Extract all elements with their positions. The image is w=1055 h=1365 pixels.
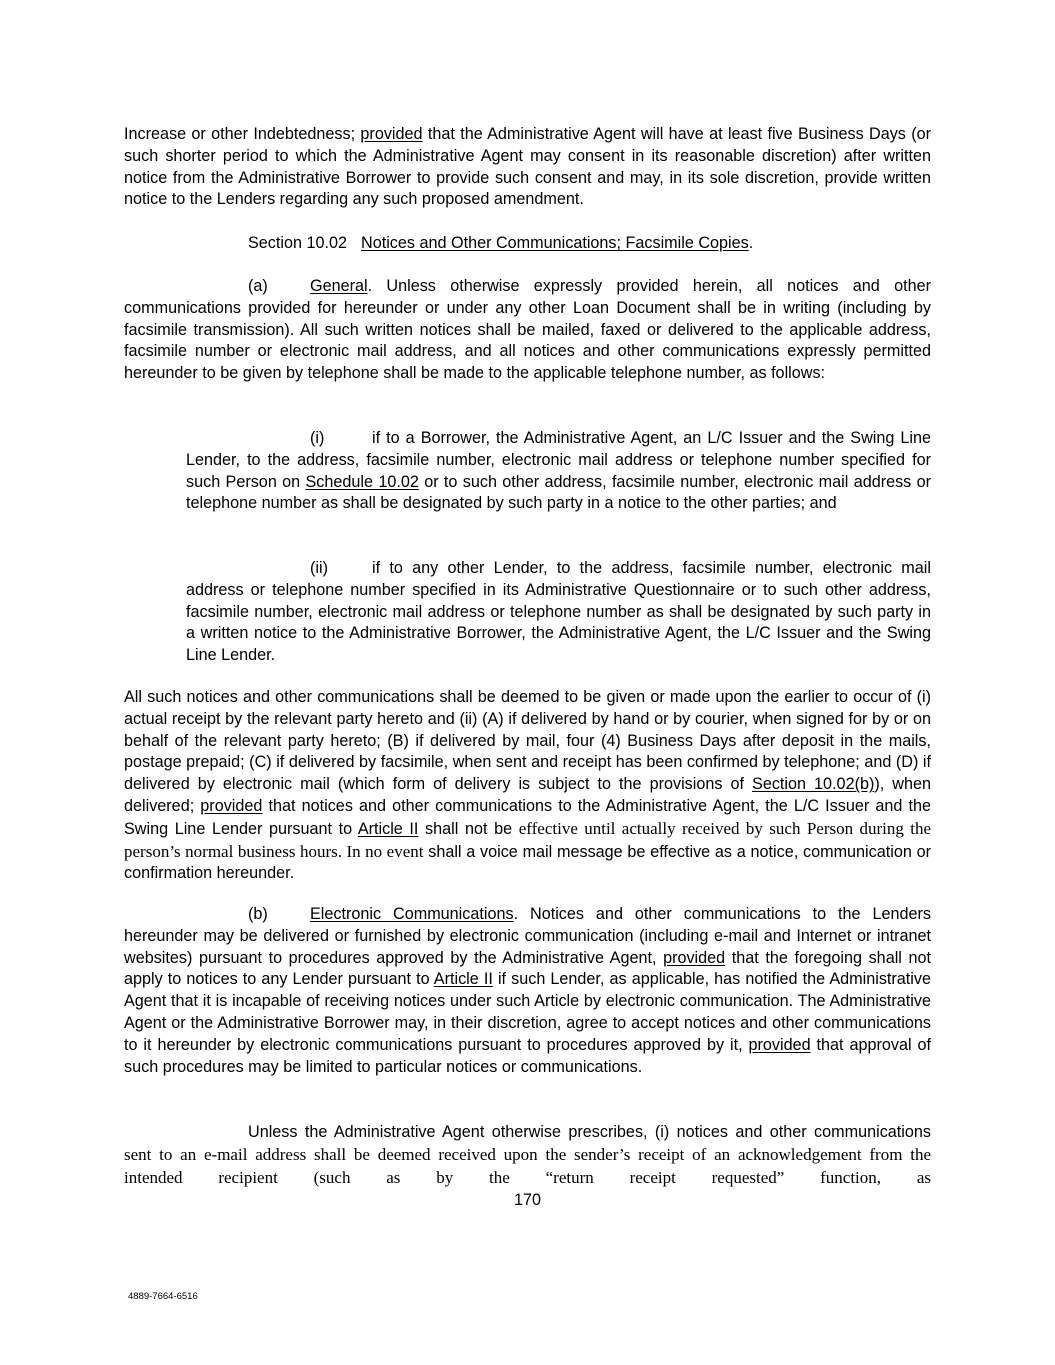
text-run: that notices and other communications to the Administrative Agent, the L/C Issuer and the Swing Line Lender pursuant to [124,796,931,838]
section-number: Section 10.02 [248,234,347,252]
article-reference: Article II [357,819,419,838]
text-run: . Notices and other communications to the Lenders hereunder may be delivered or furnished by electronic communication (including e-mail and Internet or intranet websites) pursuant to procedures approved by the Administrative Agent, [124,905,931,967]
text-run: All such notices and other communications shall be deemed to be given or made upon the earlier to occur of (i) actual receipt by the relevant party hereto and (ii) (A) if delivered by hand or by courier, when signed for by or on behalf of the relevant party hereto; (B) if delivered by mail, four (4) Business Days after deposit in the mails, postage prepaid; (C) if delivered by facsimile, when sent and receipt has been confirmed by telephone; and (D) if delivered by electronic mail (which form of delivery is subject to the provisions of [124,688,931,794]
underlined-term: provided [748,1035,811,1054]
item-label: (ii) [310,559,328,577]
text-run: shall a voice mail message be effective as a notice, communication or confirmation hereunder. [124,842,931,883]
text-run: that the foregoing shall not apply to notices to any Lender pursuant to [124,948,931,989]
paragraph-delivery-timing [124,687,931,885]
clause-heading: General [310,277,368,295]
text-run: . Unless otherwise expressly provided herein, all notices and other communications provided for hereunder or under any other Loan Document shall be in writing (including by facsimile transmission). All such written notices shall be mailed, faxed or delivered to the applicable address, facsimile number or electronic mail address, and all notices and other communications expressly permitted hereunder to be given by telephone shall be made to the applicable telephone number, as follows: [124,277,931,383]
section-heading: Section 10.02 Notices and Other Communications; Facsimile Copies. [248,234,754,252]
clause-label: (b) [248,905,268,923]
paragraph-unless [124,1121,931,1189]
text-run: shall not be [418,819,519,838]
schedule-reference: Schedule 10.02 [305,472,419,491]
paragraph-b-electronic [124,904,931,1078]
clause-label: (a) [248,277,268,295]
item-i [186,428,931,515]
paragraph-continuation [124,124,931,211]
text-run: if to a Borrower, the Administrative Agent, an L/C Issuer and the Swing Line Lender, to the address, facsimile number, electronic mail address or telephone number specified for such Person on [186,429,931,491]
paragraph-a-general [124,276,931,385]
serif-text-run: sent to an e-mail address shall be deemed received upon the sender’s receipt of an acknowledgement from the intended recipient (such as by the “return receipt requested” function, as [124,1144,931,1187]
text-run: Increase or other Indebtedness; [124,125,361,143]
item-label: (i) [310,429,325,447]
text-run: or to such other address, facsimile number, electronic mail address or telephone number as shall be designated by such party in a notice to the other parties; and [186,472,932,513]
text-run: if to any other Lender, to the address, facsimile number, electronic mail address or telephone number specified in its Administrative Questionnaire or to such other address, facsimile number, electronic mail address or telephone number as shall be designated by such party in a written notice to the Administrative Borrower, the Administrative Agent, the L/C Issuer and the Swing Line Lender. [186,559,931,665]
document-id: 4889-7664-6516 [128,1291,198,1302]
text-run: Unless the Administrative Agent otherwise prescribes, (i) notices and other communications [248,1123,931,1141]
item-ii [186,558,931,667]
section-reference: Section 10.02(b) [752,775,875,794]
text-run: if such Lender, as applicable, has notified the Administrative Agent that it is incapable of receiving notices under such Article by electronic communication. The Administrative Agent or the Administrative Borrower may, in their discretion, agree to accept notices and other communications to it hereunder by electronic communications pursuant to procedures approved by it, [124,970,931,1054]
text-run: ), when delivered; [124,775,931,815]
section-title: Notices and Other Communications; Facsimile Copies [361,234,749,252]
underlined-term: provided [360,125,423,143]
text-run: that the Administrative Agent will have at least five Business Days (or such shorter period to which the Administrative Agent may consent in its reasonable discretion) after written notice from the Administrative Borrower to provide such consent and may, in its sole discretion, provide written notice to the Lenders regarding any such proposed amendment. [124,125,932,209]
serif-text-run: effective until actually received by such Person during the person’s normal business hours. In no event [124,818,932,861]
clause-heading: Electronic Communications [310,905,514,923]
article-reference: Article II [433,970,493,989]
text-run: that approval of such procedures may be limited to particular notices or communications. [124,1035,931,1076]
underlined-term: provided [200,796,263,815]
underlined-term: provided [663,948,726,967]
page-number: 170 [513,1191,541,1209]
